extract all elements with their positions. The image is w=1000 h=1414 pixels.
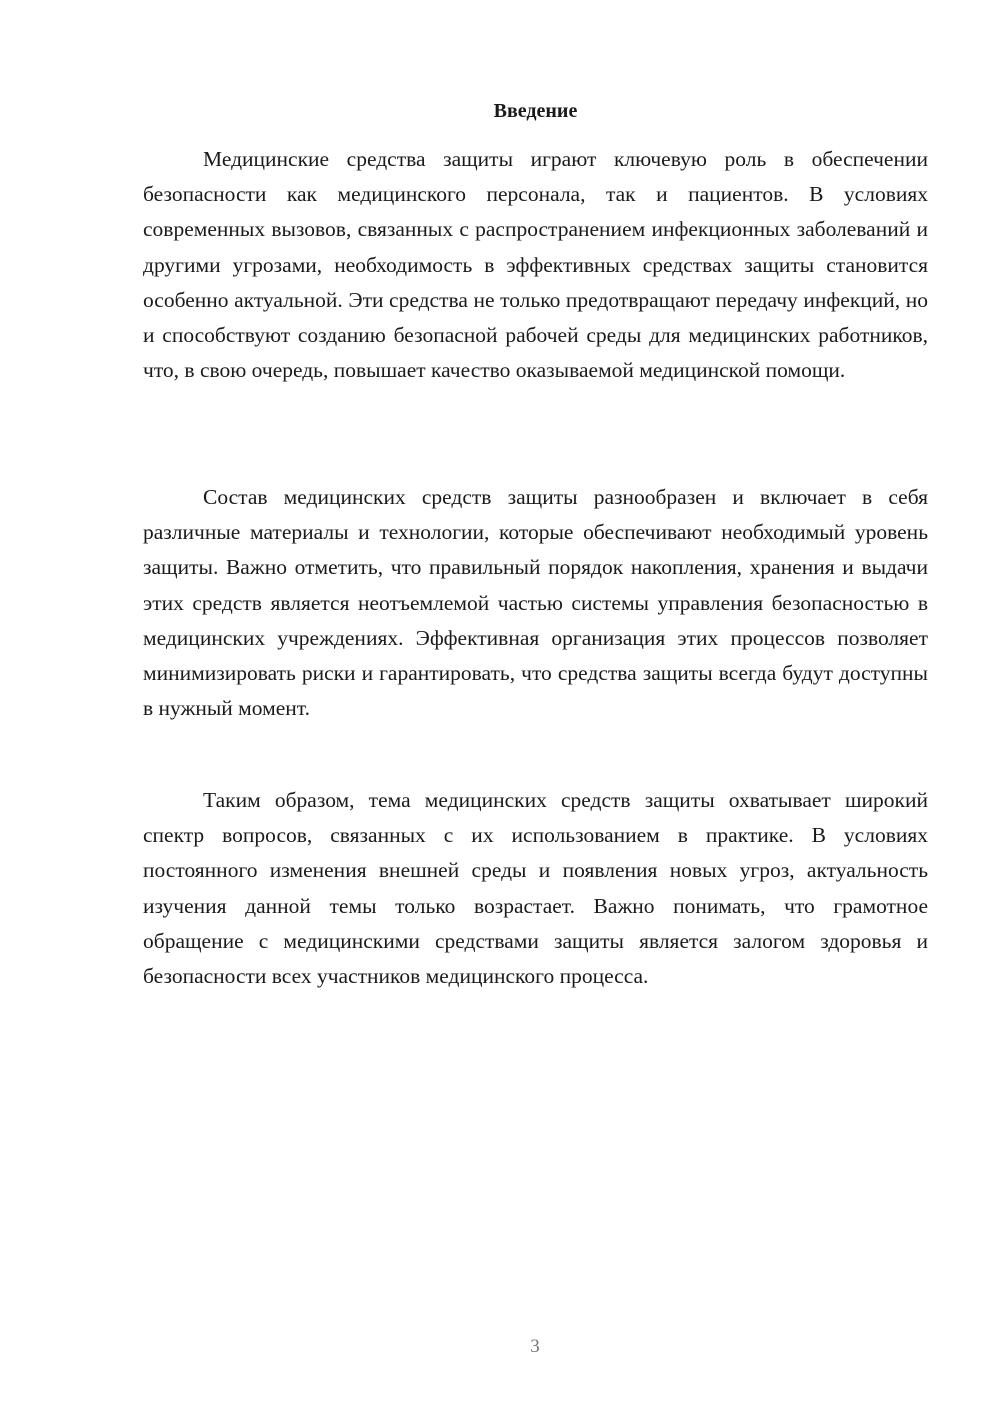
paragraph-block (143, 142, 928, 388)
body-paragraph: Медицинские средства защиты играют ключевую роль в обеспечении безопасности как медицинского персонала, так и пациентов. В условиях современных вызовов, связанных с распространением инфекционных заболеваний и другими угрозами, необходимость в эффективных средствах защиты становится особенно актуальной. Эти средства не только предотвращают передачу инфекций, но и способствуют созданию безопасной рабочей среды для медицинских работников, что, в свою очередь, повышает качество оказываемой медицинской помощи. (143, 147, 928, 383)
body-paragraph: Состав медицинских средств защиты разнообразен и включает в себя различные материалы и технологии, которые обеспечивают необходимый уровень защиты. Важно отметить, что правильный порядок накопления, хранения и выдачи этих средств является неотъемлемой частью системы управления безопасностью в медицинских учреждениях. Эффективная организация этих процессов позволяет минимизировать риски и гарантировать, что средства защиты всегда будут доступны в нужный момент. (143, 485, 928, 721)
section-title: Введение (493, 100, 578, 122)
body-paragraph: Таким образом, тема медицинских средств защиты охватывает широкий спектр вопросов, связанных с их использованием в практике. В условиях постоянного изменения внешней среды и появления новых угроз, актуальность изучения данной темы только возрастает. Важно понимать, что грамотное обращение с медицинскими средствами защиты является залогом здоровья и безопасности всех участников медицинского процесса. (143, 788, 928, 989)
page-number: 3 (530, 1336, 540, 1357)
paragraph-block (143, 783, 928, 994)
paragraph-block (143, 480, 928, 726)
